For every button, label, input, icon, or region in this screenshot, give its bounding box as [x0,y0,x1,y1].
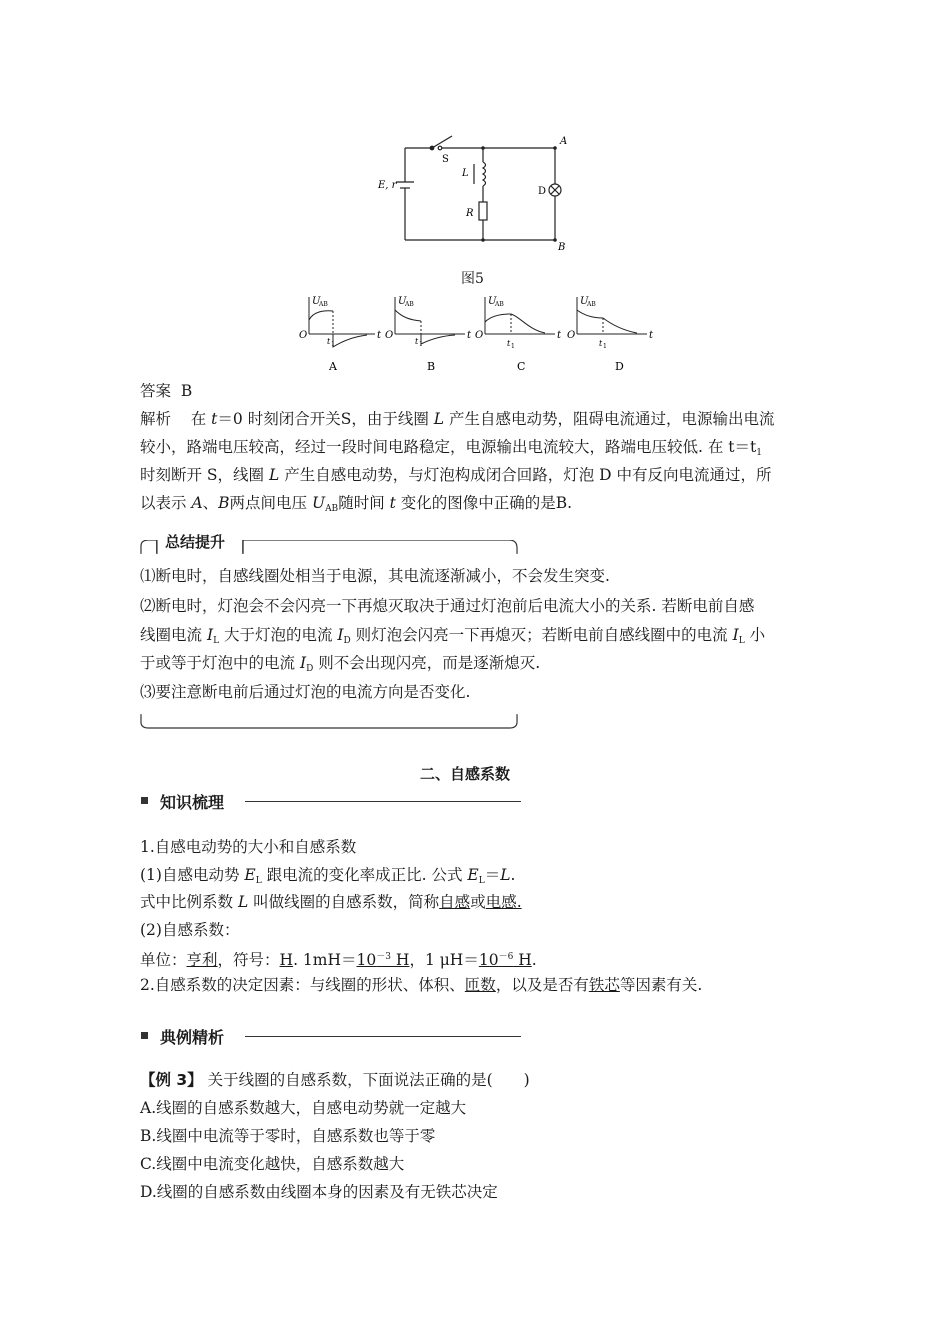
svg-text:t: t [377,330,382,341]
svg-text:U: U [488,296,497,307]
graph-d-label: D [615,360,624,373]
answer-value: B [180,382,193,400]
knowledge-unit: H [513,951,532,969]
summary-text: 于或等于灯泡中的电流 [140,654,300,672]
knowledge-number: 10 [478,951,499,969]
svg-text:O: O [299,330,308,341]
svg-text:t: t [327,337,331,346]
summary-p1: ⑴断电时，自感线圈处相当于电源，其电流逐渐减小，不会发生突变. [140,567,610,585]
knowledge-blank: 亨利 [186,951,218,969]
analysis-text: 产生自感电动势，阻碍电流通过，电源输出电流 [444,410,775,428]
analysis-text: 在 [190,410,212,428]
summary-text: 则不会出现闪亮，而是逐渐熄灭. [313,654,541,672]
knowledge-text: 或 [470,893,486,911]
analysis-text: 变化的图像中正确的是B. [395,494,573,512]
analysis-line-1 [140,409,774,429]
summary-sub: D [306,664,314,674]
knowledge-text: 单位： [140,951,187,969]
knowledge-blank: 自感 [439,893,471,911]
analysis-text: 时刻断开 S，线圈 [140,466,269,484]
svg-text:AB: AB [495,301,504,308]
svg-text:t: t [467,330,472,341]
knowledge-sup: －6 [498,952,514,962]
knowledge-blank: 电感. [485,893,522,911]
svg-text:O: O [567,330,576,341]
answer-line [140,381,192,401]
knowledge-blank: 铁芯 [588,976,620,994]
analysis-line-3 [140,465,772,485]
knowledge-var: L [500,866,511,884]
svg-text:U: U [398,296,407,307]
summary-var: I [732,626,739,644]
analysis-var: B [218,494,230,512]
example-question [140,1070,530,1090]
analysis-var: L [268,466,280,484]
svg-text:AB: AB [319,301,328,308]
summary-var: I [299,654,307,672]
knowledge-text: ，符号： [217,951,280,969]
source-label: E, r [378,180,397,191]
knowledge-text: 2.自感系数的决定因素：与线圈的形状、体积、 [140,976,465,994]
knowledge-blank [479,951,532,969]
summary-text: 小 [744,626,766,644]
analysis-var: t [389,494,396,512]
examples-square-icon [141,1032,148,1039]
lamp-label: D [538,186,547,197]
answer-label: 答案 [140,382,172,400]
analysis-sub: 1 [756,448,762,458]
knowledge-blank [357,951,410,969]
knowledge-text: ，1 μH＝ [409,951,479,969]
option-graphs [295,292,660,377]
example-option-a: A.线圈的自感系数越大，自感电动势就一定越大 [140,1099,467,1117]
knowledge-text: . [531,951,537,969]
knowledge-text: (1)自感电动势 [140,866,245,884]
knowledge-square-icon [141,797,148,804]
svg-text:1: 1 [331,341,335,348]
figure-caption: 图5 [461,271,484,287]
knowledge-sup: －3 [376,952,391,962]
svg-text:t: t [415,337,419,346]
summary-p2-line1: ⑵断电时，灯泡会不会闪亮一下再熄灭取决于通过灯泡前后电流大小的关系. 若断电前自感 [140,597,755,615]
switch-label: S [442,154,449,165]
svg-text:t: t [507,339,511,348]
svg-text:t: t [557,330,562,341]
analysis-text: 较小，路端电压较高，经过一段时间电路稳定，电源输出电流较大，路端电压较低. 在 t＝t [140,438,757,456]
resistor-label: R [466,208,474,219]
examples-head: 典例精析 [160,1028,225,1047]
inductor-label: L [462,168,469,179]
summary-var: I [206,626,214,644]
summary-sub: L [213,636,220,646]
example-option-d: D.线圈的自感系数由线圈本身的因素及有无铁芯决定 [140,1183,498,1201]
knowledge-text: . [510,866,516,884]
knowledge-line-6 [140,975,702,995]
knowledge-var: E [244,866,256,884]
svg-text:O: O [385,330,394,341]
svg-text:1: 1 [419,341,423,348]
summary-text: 则灯泡会闪亮一下再熄灭；若断电前自感线圈中的电流 [350,626,733,644]
analysis-line-2 [140,437,762,463]
knowledge-var: L [237,893,249,911]
summary-p2-line2 [140,625,765,651]
analysis-var: t [211,410,218,428]
knowledge-line-4: (2)自感系数： [140,921,240,939]
knowledge-text: 跟电流的变化率成正比. 公式 [261,866,468,884]
analysis-text: 两点间电压 [229,494,312,512]
knowledge-number: 10 [356,951,377,969]
analysis-var: U [311,494,326,512]
knowledge-text: 叫做线圈的自感系数，简称 [248,893,440,911]
svg-text:O: O [475,330,484,341]
knowledge-blank: 匝数 [464,976,496,994]
knowledge-sub: L [478,876,485,886]
svg-text:t: t [599,339,603,348]
example-option-c: C.线圈中电流变化越快，自感系数越大 [140,1155,405,1173]
analysis-text: ＝0 时刻闭合开关S，由于线圈 [217,410,434,428]
analysis-text: 、 [202,494,219,512]
knowledge-text: ，以及是否有 [495,976,589,994]
analysis-label: 解析 [140,410,172,428]
knowledge-line-2 [140,865,515,891]
analysis-sub: AB [325,504,339,514]
svg-text:t: t [649,330,654,341]
analysis-text: 随时间 [338,494,390,512]
summary-sub: D [343,636,351,646]
graph-c-label: C [517,360,526,373]
summary-text: 大于灯泡的电流 [219,626,338,644]
section-title: 二、自感系数 [420,765,511,783]
graph-b-label: B [427,360,436,373]
examples-rule [245,1036,521,1037]
knowledge-blank: H [279,951,294,969]
knowledge-sub: L [255,876,262,886]
knowledge-text: . 1mH＝ [293,951,357,969]
summary-p2-line3 [140,653,540,679]
svg-text:AB: AB [587,301,596,308]
knowledge-var: E [467,866,479,884]
summary-title: 总结提升 [165,533,226,551]
analysis-line-4 [140,493,572,519]
analysis-text: 以表示 [140,494,192,512]
example-option-b: B.线圈中电流等于零时，自感系数也等于零 [140,1127,436,1145]
knowledge-text: 等因素有关. [619,976,703,994]
knowledge-line-3 [140,892,522,912]
knowledge-head: 知识梳理 [160,793,225,812]
summary-text: 线圈电流 [140,626,207,644]
graph-a-label: A [329,360,337,373]
svg-text:U: U [580,296,589,307]
node-b-label: B [558,242,566,253]
analysis-var: A [191,494,203,512]
svg-text:1: 1 [603,343,607,350]
svg-text:U: U [312,296,321,307]
analysis-var: L [433,410,445,428]
knowledge-rule [245,801,521,802]
knowledge-unit: H [390,951,410,969]
example-question-text: 关于线圈的自感系数，下面说法正确的是( ) [202,1071,530,1089]
svg-text:1: 1 [511,343,515,350]
svg-text:AB: AB [405,301,414,308]
analysis-text: 产生自感电动势，与灯泡构成闭合回路，灯泡 D 中有反向电流通过，所 [279,466,772,484]
knowledge-line-5 [140,947,537,970]
example-label: 【例 3】 [140,1071,203,1089]
summary-p3: ⑶要注意断电前后通过灯泡的电流方向是否变化. [140,683,471,701]
summary-sub: L [738,636,745,646]
circuit-diagram [370,130,580,255]
node-a-label: A [560,136,568,147]
knowledge-text: 式中比例系数 [140,893,238,911]
knowledge-text: ＝ [484,866,501,884]
summary-var: I [337,626,344,644]
knowledge-line-1: 1.自感电动势的大小和自感系数 [140,838,357,856]
